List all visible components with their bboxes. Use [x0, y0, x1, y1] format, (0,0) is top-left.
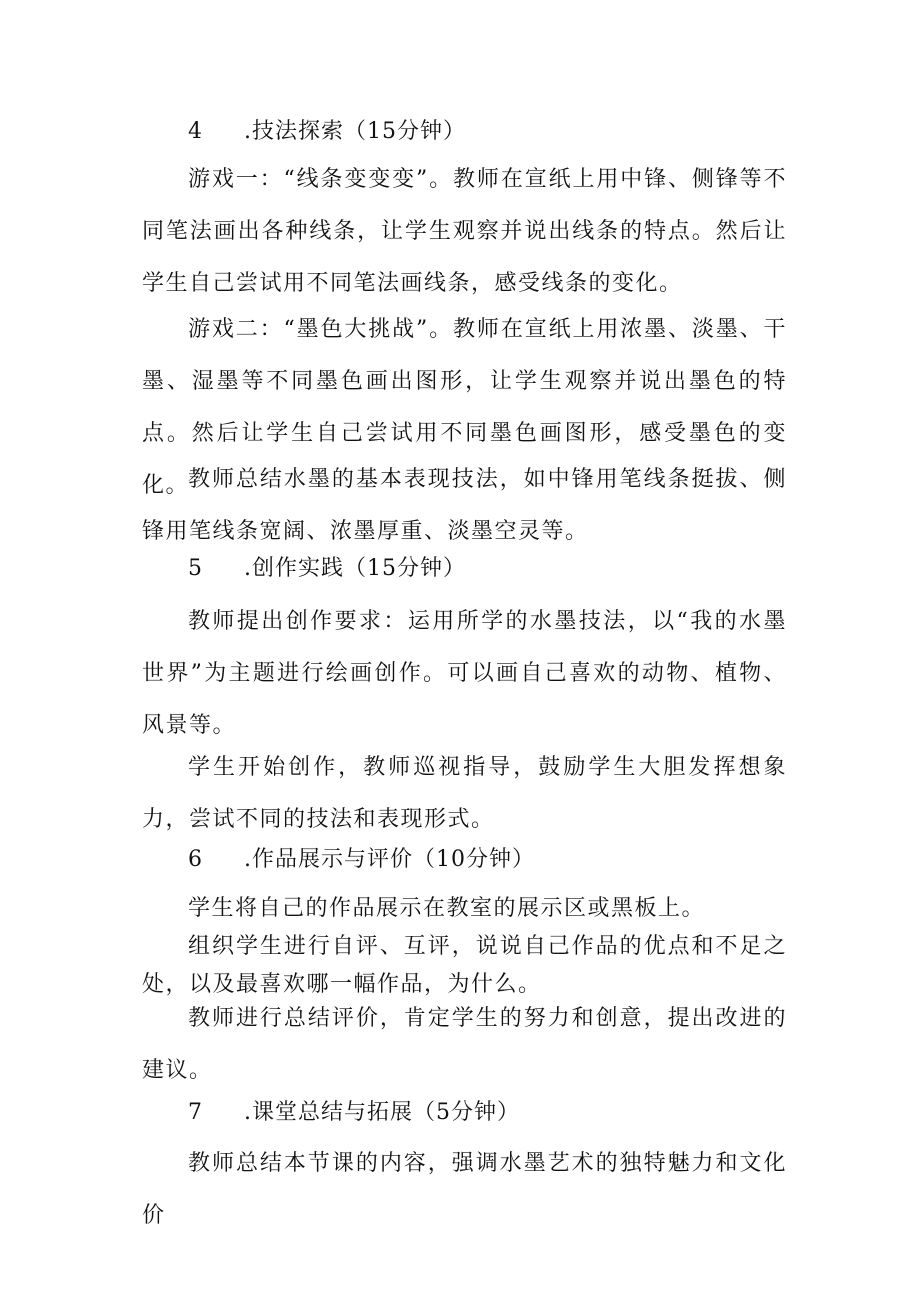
paragraph-teacher-evaluation: 教师进行总结评价，肯定学生的努力和创意，提出改进的建议。	[142, 1006, 787, 1083]
section-heading-5	[188, 554, 466, 584]
paragraph-game-two: 游戏二：“墨色大挑战”。教师在宣纸上用浓墨、淡墨、干墨、湿墨等不同墨色画出图形，让学生观察并说出墨色的特点。然后让学生自己尝试用不同墨色画图形，感受墨色的变化。	[142, 317, 787, 498]
paragraph-lesson-summary: 教师总结本节课的内容，强调水墨艺术的独特魅力和文化价	[142, 1151, 787, 1228]
section-heading-6	[188, 845, 535, 875]
paragraph-peer-evaluation: 组织学生进行自评、互评，说说自己作品的优点和不足之处，以及最喜欢哪一幅作品，为什么。	[142, 934, 787, 997]
section-heading-7	[188, 1098, 520, 1128]
section-title: .课堂总结与拓展（5分钟）	[244, 1100, 520, 1125]
section-number: 6	[188, 847, 203, 872]
section-title: .技法探索（15分钟）	[244, 119, 466, 144]
section-title: .创作实践（15分钟）	[244, 556, 466, 581]
section-title: .作品展示与评价（10分钟）	[244, 847, 535, 872]
section-heading-4	[188, 117, 466, 147]
paragraph-game-one: 游戏一：“线条变变变”。教师在宣纸上用中锋、侧锋等不同笔法画出各种线条，让学生观察并说出线条的特点。然后让学生自己尝试用不同笔法画线条，感受线条的变化。	[142, 167, 787, 296]
paragraph-creation-requirement: 教师提出创作要求：运用所学的水墨技法，以“我的水墨世界”为主题进行绘画创作。可以画自己喜欢的动物、植物、风景等。	[142, 609, 787, 738]
paragraph-technique-summary: 教师总结水墨的基本表现技法，如中锋用笔线条挺拔、侧锋用笔线条宽阔、浓墨厚重、淡墨空灵等。	[142, 467, 787, 544]
paragraph-display-work: 学生将自己的作品展示在教室的展示区或黑板上。	[188, 896, 706, 921]
paragraph-student-creation: 学生开始创作，教师巡视指导，鼓励学生大胆发挥想象力，尝试不同的技法和表现形式。	[142, 755, 787, 832]
section-number: 7	[188, 1100, 203, 1125]
section-number: 4	[188, 119, 203, 144]
section-number: 5	[188, 556, 203, 581]
